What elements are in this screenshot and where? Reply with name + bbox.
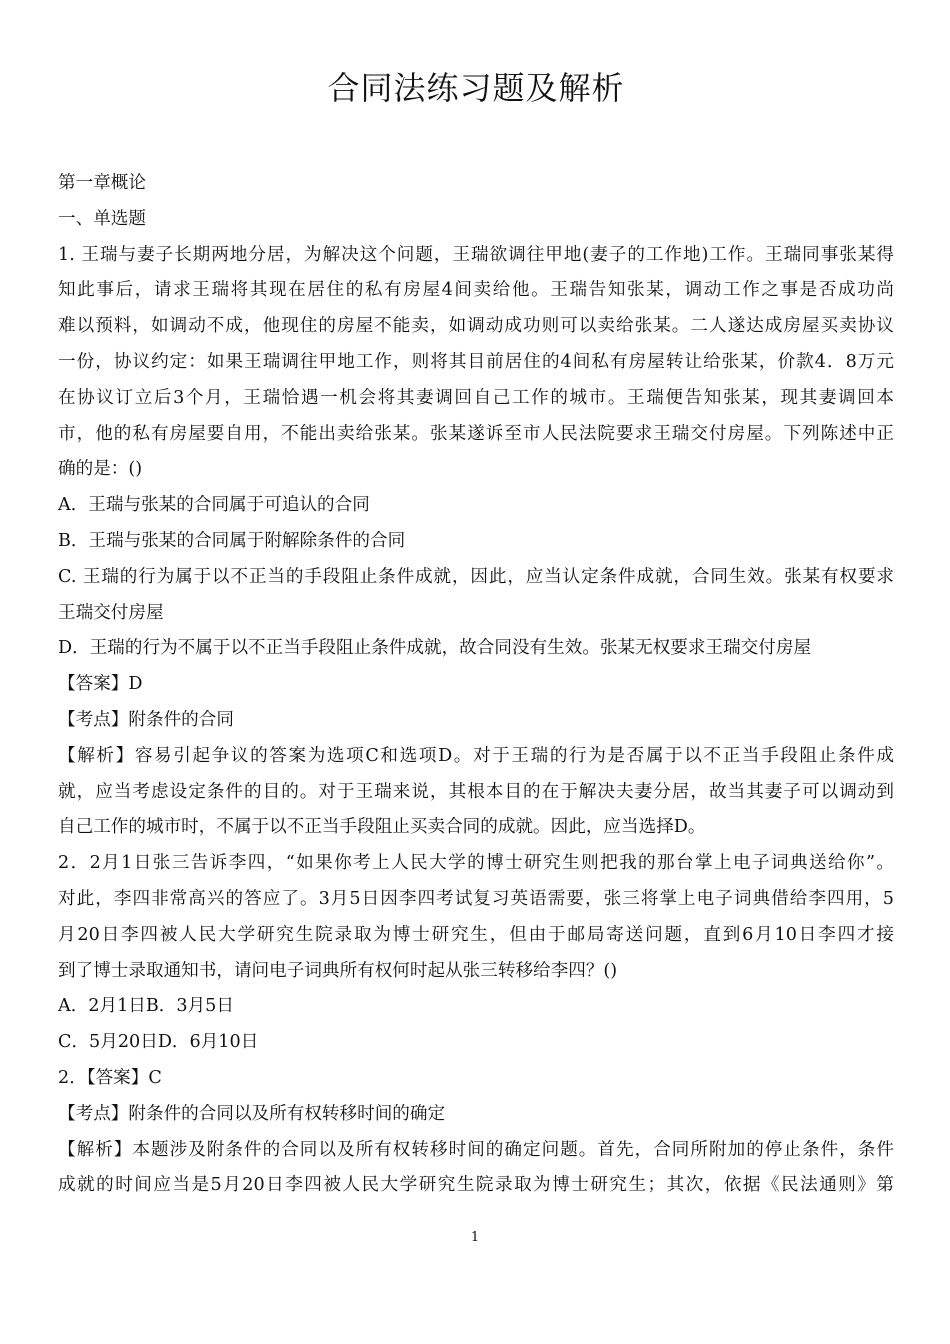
text-line: 月20日李四被人民大学研究生院录取为博士研究生，但由于邮局寄送问题，直到6月10日李四才接 — [58, 924, 894, 945]
text-line: C．5月20日D．6月10日 — [58, 1032, 259, 1053]
text-line: 2．【答案】C — [58, 1067, 162, 1088]
text-line: 【考点】附条件的合同 — [58, 709, 234, 730]
text-line: 市，他的私有房屋要自用，不能出卖给张某。张某遂诉至市人民法院要求王瑞交付房屋。下列陈述中正 — [58, 423, 894, 444]
text-line: A．2月1日B．3月5日 — [58, 996, 234, 1017]
text-line: 到了博士录取通知书，请问电子词典所有权何时起从张三转移给李四？() — [58, 960, 618, 981]
text-line: 确的是：() — [58, 459, 143, 480]
text-line: 【解析】本题涉及附条件的合同以及所有权转移时间的确定问题。首先，合同所附加的停止条件，条件 — [58, 1139, 894, 1160]
text-line: 一份，协议约定：如果王瑞调往甲地工作，则将其目前居住的4间私有房屋转让给张某，价款4．8万元 — [58, 351, 894, 372]
text-line: 王瑞交付房屋 — [58, 602, 164, 623]
text-line: 2．2月1日张三告诉李四，“如果你考上人民大学的博士研究生则把我的那台掌上电子词典送给你”。 — [58, 853, 894, 874]
text-line: 就，应当考虑设定条件的目的。对于王瑞来说，其根本目的在于解决夫妻分居，故当其妻子可以调动到 — [58, 781, 894, 802]
text-line: 【解析】容易引起争议的答案为选项C和选项D。对于王瑞的行为是否属于以不正当手段阻止条件成 — [58, 745, 894, 766]
text-line: 一、单选题 — [58, 208, 146, 229]
text-line: 知此事后，请求王瑞将其现在居住的私有房屋4间卖给他。王瑞告知张某，调动工作之事是否成功尚 — [58, 280, 894, 301]
text-line: 第一章概论 — [58, 173, 146, 193]
text-line: 【考点】附条件的合同以及所有权转移时间的确定 — [58, 1103, 446, 1124]
text-line: D．王瑞的行为不属于以不正当手段阻止条件成就，故合同没有生效。张某无权要求王瑞交付房屋 — [58, 638, 812, 659]
text-line: 对此，李四非常高兴的答应了。3月5日因李四考试复习英语需要，张三将掌上电子词典借给李四用，5 — [58, 888, 894, 909]
page-number: 1 — [470, 1230, 480, 1245]
text-line: 难以预料，如调动不成，他现住的房屋不能卖，如调动成功则可以卖给张某。二人遂达成房屋买卖协议 — [58, 316, 894, 337]
document-body — [58, 166, 894, 1204]
text-line: B．王瑞与张某的合同属于附解除条件的合同 — [58, 530, 406, 551]
text-line: A．王瑞与张某的合同属于可追认的合同 — [58, 495, 370, 516]
document-title: 合同法练习题及解析 — [327, 69, 625, 107]
text-line: C. 王瑞的行为属于以不正当的手段阻止条件成就，因此，应当认定条件成就，合同生效。张某有权要求 — [58, 566, 894, 587]
text-line: 【答案】D — [58, 674, 143, 695]
text-line: 自己工作的城市时，不属于以不正当手段阻止买卖合同的成就。因此，应当选择D。 — [58, 817, 706, 838]
text-line: 1. 王瑞与妻子长期两地分居，为解决这个问题，王瑞欲调往甲地(妻子的工作地)工作。王瑞同事张某得 — [58, 244, 894, 265]
text-line: 在协议订立后3个月，王瑞恰遇一机会将其妻调回自己工作的城市。王瑞便告知张某，现其妻调回本 — [58, 387, 894, 408]
text-line: 成就的时间应当是5月20日李四被人民大学研究生院录取为博士研究生；其次，依据《民法通则》第 — [58, 1175, 894, 1196]
